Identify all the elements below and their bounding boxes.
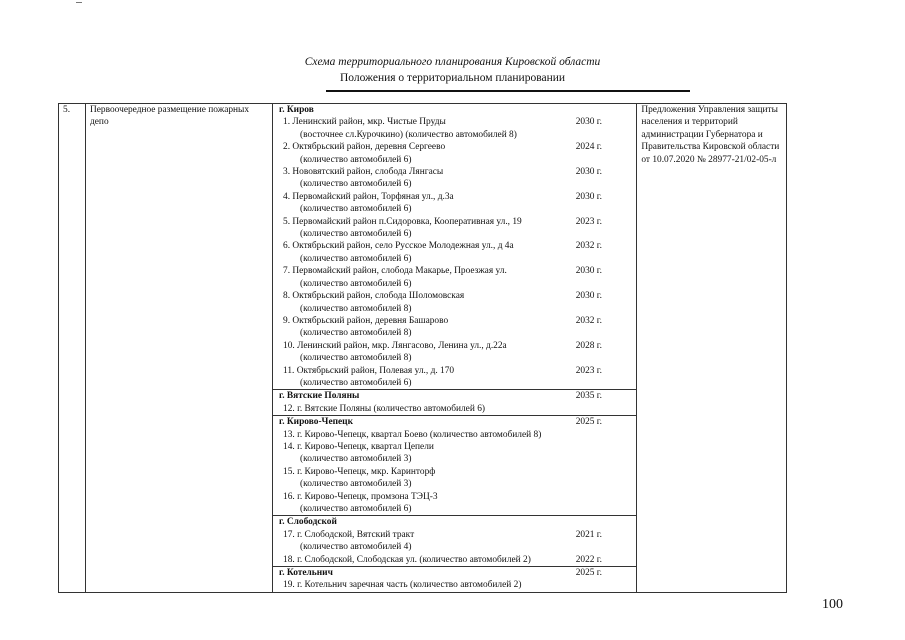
header-rule xyxy=(326,90,690,92)
item-year: 2023 г. xyxy=(575,365,602,376)
list-item xyxy=(273,554,636,566)
city-year: 2025 г. xyxy=(575,568,602,579)
list-item xyxy=(273,290,636,302)
city-header xyxy=(273,390,636,402)
item-year xyxy=(541,579,636,591)
city-name: г. Котельнич xyxy=(279,568,333,579)
item-continuation: (количество автомобилей 6) xyxy=(300,179,412,190)
item-text: 19. г. Котельнич заречная часть (количество автомобилей 2) xyxy=(283,580,522,591)
list-item xyxy=(273,240,636,252)
item-text: 10. Ленинский район, мкр. Лянгасово, Ленина ул., д.22а xyxy=(283,340,507,351)
item-continuation: (количество автомобилей 6) xyxy=(300,377,412,388)
item-continuation: (восточнее сл.Курочкино) (количество автомобилей 8) xyxy=(300,129,517,140)
list-item xyxy=(273,216,636,228)
city-block xyxy=(273,516,636,567)
item-text: 6. Октябрьский район, село Русское Молодежная ул., д 4а xyxy=(283,241,514,252)
item-text: 8. Октябрьский район, слобода Шоломовская xyxy=(283,291,465,302)
item-text: 16. г. Кирово-Чепецк, промзона ТЭЦ-3 xyxy=(283,491,438,502)
list-item xyxy=(273,265,636,277)
item-text: 9. Октябрьский район, деревня Башарово xyxy=(283,315,449,326)
item-year: 2021 г. xyxy=(575,529,602,540)
list-item xyxy=(273,529,636,541)
item-year: 2028 г. xyxy=(575,340,602,351)
item-continuation: (количество автомобилей 8) xyxy=(300,303,412,314)
document-subtitle: Положения о территориальном планировании xyxy=(339,72,566,84)
list-item xyxy=(273,141,636,153)
list-item xyxy=(273,491,636,503)
list-item xyxy=(273,340,636,352)
city-block xyxy=(273,567,636,592)
city-name: г. Слободской xyxy=(279,517,337,528)
city-name: г. Кирово-Чепецк xyxy=(279,417,353,428)
city-year xyxy=(541,104,636,116)
list-item xyxy=(273,116,636,128)
item-year: 2024 г. xyxy=(575,142,602,153)
item-continuation: (количество автомобилей 3) xyxy=(300,454,412,465)
item-continuation: (количество автомобилей 6) xyxy=(300,253,412,264)
list-item xyxy=(273,429,636,441)
city-header xyxy=(273,516,636,528)
item-text: 12. г. Вятские Поляны (количество автомобилей 6) xyxy=(283,403,486,414)
item-year: 2032 г. xyxy=(575,241,602,252)
item-year: 2030 г. xyxy=(575,191,602,202)
item-text: 7. Первомайский район, слобода Макарье, Проезжая ул. xyxy=(283,266,507,277)
city-header xyxy=(273,104,636,116)
item-text: 15. г. Кирово-Чепецк, мкр. Каринторф xyxy=(283,466,436,477)
item-text: 5. Первомайский район п.Сидоровка, Кооперативная ул., 19 xyxy=(283,216,522,227)
item-text: 11. Октябрьский район, Полевая ул., д. 170 xyxy=(283,365,455,376)
planning-table xyxy=(58,103,787,593)
item-year xyxy=(541,491,636,503)
item-year: 2030 г. xyxy=(575,266,602,277)
item-year xyxy=(541,441,636,453)
item-year xyxy=(541,429,636,441)
locations-cell xyxy=(273,104,637,593)
item-year: 2032 г. xyxy=(575,315,602,326)
item-text: 1. Ленинский район, мкр. Чистые Пруды xyxy=(283,117,446,128)
item-continuation: (количество автомобилей 3) xyxy=(300,479,412,490)
item-text: 18. г. Слободской, Слободская ул. (количество автомобилей 2) xyxy=(283,554,531,565)
city-header xyxy=(273,416,636,428)
item-year: 2023 г. xyxy=(575,216,602,227)
item-continuation: (количество автомобилей 8) xyxy=(300,353,412,364)
item-continuation: (количество автомобилей 6) xyxy=(300,204,412,215)
city-header xyxy=(273,567,636,579)
row-note: Предложения Управления защиты населения и территорий администрации Губернатора и Правительства Кировской области от 10.07.2020 № 28977-21/02-05-л xyxy=(637,104,787,593)
city-year: 2025 г. xyxy=(575,417,602,428)
list-item xyxy=(273,166,636,178)
item-text: 3. Нововятский район, слобода Лянгасы xyxy=(283,167,444,178)
item-text: 17. г. Слободской, Вятский тракт xyxy=(283,529,415,540)
city-year: 2035 г. xyxy=(575,391,602,402)
item-year xyxy=(541,403,636,415)
list-item xyxy=(273,365,636,377)
row-name: Первоочередное размещение пожарных депо xyxy=(86,104,273,593)
city-block xyxy=(273,390,636,416)
list-item xyxy=(273,315,636,327)
city-block xyxy=(273,416,636,516)
item-text: 13. г. Кирово-Чепецк, квартал Боево (количество автомобилей 8) xyxy=(283,429,542,440)
item-year: 2030 г. xyxy=(575,291,602,302)
city-name: г. Киров xyxy=(279,105,314,115)
city-block xyxy=(273,104,636,390)
document-title: Схема территориального планирования Кировской области xyxy=(304,56,601,68)
item-continuation: (количество автомобилей 8) xyxy=(300,328,412,339)
list-item xyxy=(273,403,636,415)
item-continuation: (количество автомобилей 6) xyxy=(300,504,412,514)
item-text: 4. Первомайский район, Торфяная ул., д.3а xyxy=(283,191,454,202)
item-year: 2022 г. xyxy=(575,554,602,565)
row-number: 5. xyxy=(59,104,86,593)
item-year xyxy=(541,466,636,478)
scan-mark xyxy=(76,2,82,3)
item-continuation: (количество автомобилей 6) xyxy=(300,278,412,289)
item-continuation: (количество автомобилей 6) xyxy=(300,154,412,165)
item-text: 14. г. Кирово-Чепецк, квартал Цепели xyxy=(283,441,434,452)
item-continuation: (количество автомобилей 4) xyxy=(300,542,412,553)
table-row xyxy=(59,104,787,593)
item-continuation: (количество автомобилей 6) xyxy=(300,229,412,240)
item-year: 2030 г. xyxy=(575,117,602,128)
item-text: 2. Октябрьский район, деревня Сергеево xyxy=(283,142,446,153)
city-year xyxy=(541,516,636,528)
city-name: г. Вятские Поляны xyxy=(279,391,360,402)
list-item xyxy=(273,191,636,203)
item-year: 2030 г. xyxy=(575,167,602,178)
page-number: 100 xyxy=(822,597,843,612)
list-item xyxy=(273,579,636,591)
list-item xyxy=(273,466,636,478)
list-item xyxy=(273,441,636,453)
